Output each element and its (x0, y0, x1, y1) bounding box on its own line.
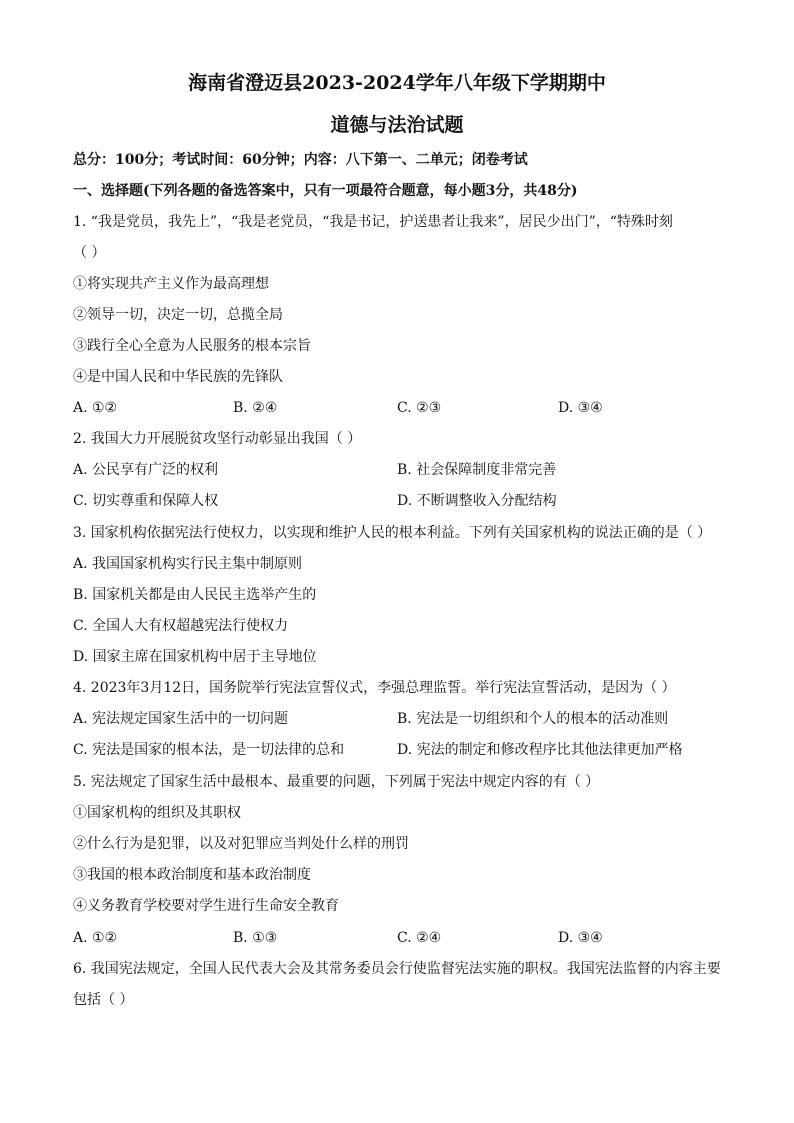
question-1-stem: 1. “我是党员，我先上”，“我是老党员，“我是书记，护送患者让我来”，居民少出门”，“特殊时刻 (73, 214, 673, 230)
question-1-paren: （ ） (73, 245, 106, 261)
question-5-option-d: D. ③④ (558, 930, 603, 946)
question-3-option-d: D. 国家主席在国家机构中居于主导地位 (73, 649, 317, 665)
question-3-option-b: B. 国家机关都是由人民民主选举产生的 (73, 587, 317, 603)
question-2-option-b: B. 社会保障制度非常完善 (397, 462, 557, 478)
exam-subtitle: 道德与法治试题 (330, 114, 464, 136)
question-2-option-d: D. 不断调整收入分配结构 (397, 493, 557, 509)
question-5-stem: 5. 宪法规定了国家生活中最根本、最重要的问题，下列属于宪法中规定内容的有（ ） (73, 774, 600, 790)
question-2-option-a: A. 公民享有广泛的权利 (73, 462, 219, 478)
question-3-option-a: A. 我国国家机构实行民主集中制原则 (73, 556, 303, 572)
question-5-option-a: A. ①② (73, 930, 118, 946)
question-1-option-a: A. ①② (73, 400, 118, 416)
question-1-statement: ④是中国人民和中华民族的先锋队 (73, 369, 283, 385)
question-5-option-c: C. ②④ (397, 930, 442, 946)
question-1-option-c: C. ②③ (397, 400, 442, 416)
question-4-option-c: C. 宪法是国家的根本法，是一切法律的总和 (73, 742, 345, 758)
question-4-option-d: D. 宪法的制定和修改程序比其他法律更加严格 (397, 742, 683, 758)
question-5-option-b: B. ①③ (233, 930, 278, 946)
question-5-statement: ③我国的根本政治制度和基本政治制度 (73, 867, 311, 883)
question-2-stem: 2. 我国大力开展脱贫攻坚行动彰显出我国（ ） (73, 431, 362, 447)
exam-info: 总分：100分；考试时间：60分钟；内容：八下第一、二单元；闭卷考试 (73, 152, 528, 168)
question-4-option-a: A. 宪法规定国家生活中的一切问题 (73, 711, 289, 727)
exam-title: 海南省澄迈县2023-2024学年八年级下学期期中 (188, 72, 606, 94)
question-1-statement: ③践行全心全意为人民服务的根本宗旨 (73, 338, 311, 354)
question-1-option-d: D. ③④ (558, 400, 603, 416)
question-5-statement: ②什么行为是犯罪，以及对犯罪应当判处什么样的刑罚 (73, 836, 409, 852)
question-6-stem: 6. 我国宪法规定，全国人民代表大会及其常务委员会行使监督宪法实施的职权。我国宪法监督的内容主要 (73, 961, 721, 977)
question-2-option-c: C. 切实尊重和保障人权 (73, 493, 219, 509)
question-1-option-b: B. ②④ (233, 400, 278, 416)
question-5-statement: ④义务教育学校要对学生进行生命安全教育 (73, 898, 339, 914)
question-4-option-b: B. 宪法是一切组织和个人的根本的活动准则 (397, 711, 669, 727)
question-4-stem: 4. 2023年3月12日，国务院举行宪法宣誓仪式，李强总理监誓。举行宪法宣誓活动，是因为（ ） (73, 680, 676, 696)
section-heading: 一、选择题(下列各题的备选答案中，只有一项最符合题意，每小题3分，共48分) (73, 183, 578, 199)
question-1-statement: ①将实现共产主义作为最高理想 (73, 276, 269, 292)
question-5-statement: ①国家机构的组织及其职权 (73, 805, 241, 821)
question-3-stem: 3. 国家机构依据宪法行使权力，以实现和维护人民的根本利益。下列有关国家机构的说法正确的是（ ） (73, 525, 712, 541)
question-3-option-c: C. 全国人大有权超越宪法行使权力 (73, 618, 289, 634)
question-6-stem-continued: 包括（ ） (73, 992, 134, 1008)
question-1-statement: ②领导一切，决定一切，总揽全局 (73, 307, 283, 323)
